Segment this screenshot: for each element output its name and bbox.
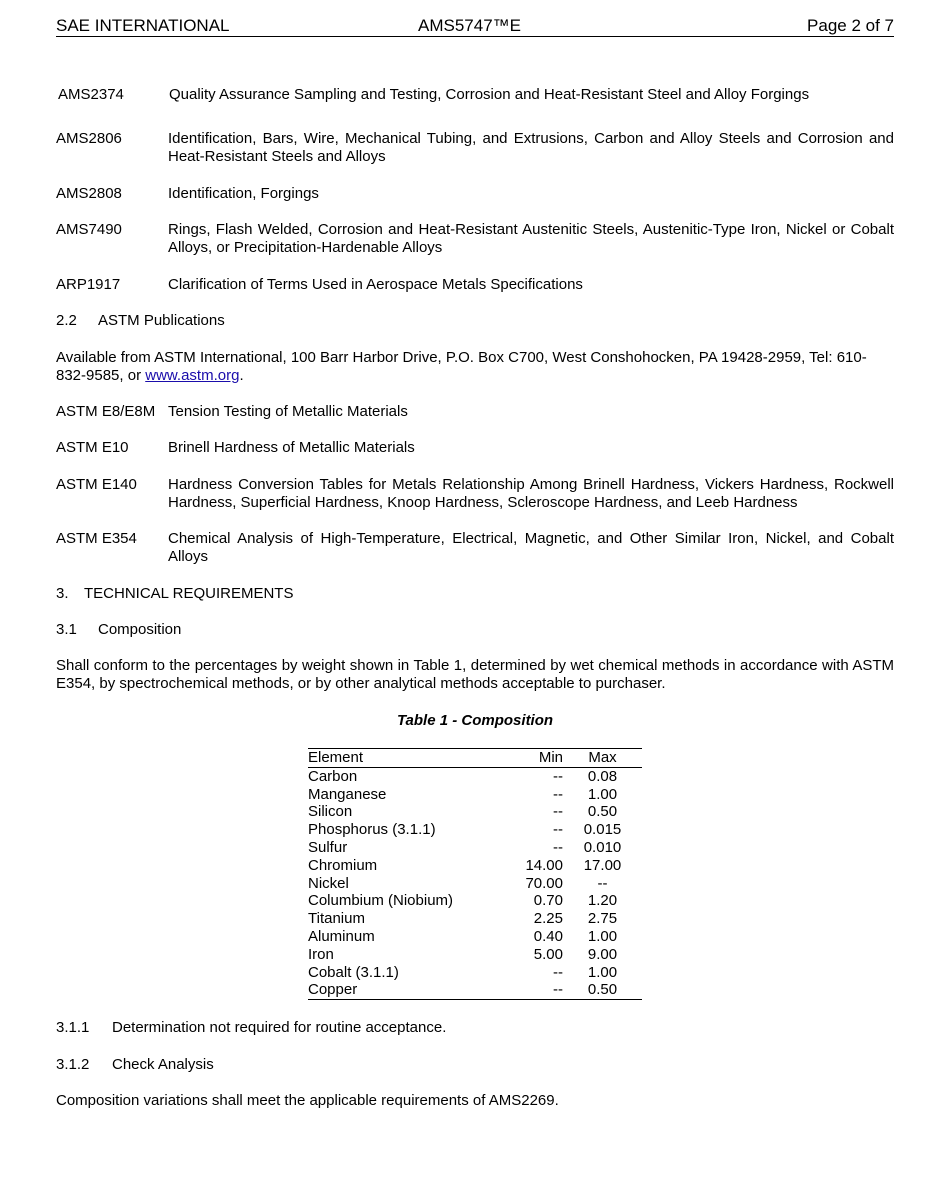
reference-title: Identification, Forgings	[168, 185, 319, 202]
table-row	[308, 910, 642, 928]
reference-entry	[56, 130, 894, 166]
reference-code: ASTM E140	[56, 476, 137, 493]
table-row	[308, 875, 642, 893]
cell-min: --	[553, 767, 563, 785]
table-caption: Table 1 - Composition	[396, 712, 554, 729]
cell-element: Manganese	[308, 785, 387, 803]
cell-element: Iron	[308, 945, 334, 963]
cell-max: 1.00	[587, 927, 618, 945]
cell-max: 1.20	[587, 892, 618, 910]
section-3-1-2-heading	[56, 1056, 894, 1074]
section-number: 3.1.1	[56, 1019, 90, 1036]
reference-title: Brinell Hardness of Metallic Materials	[168, 439, 415, 456]
body-text-suffix: .	[239, 367, 244, 384]
cell-min: 70.00	[525, 874, 563, 892]
cell-element: Cobalt (3.1.1)	[308, 963, 399, 981]
reference-entry	[56, 530, 894, 566]
cell-element: Nickel	[308, 874, 349, 892]
reference-entry	[56, 439, 894, 457]
table-row	[308, 928, 642, 946]
table-row	[308, 946, 642, 964]
cell-element: Copper	[308, 981, 358, 999]
reference-entry	[56, 276, 894, 294]
reference-title: Rings, Flash Welded, Corrosion and Heat-Resistant Austenitic Steels, Austenitic-Type Iron, Nickel or Cobalt Alloys, or Precipitation-Hardenable Alloys	[168, 221, 894, 256]
reference-code: AMS7490	[56, 221, 122, 238]
reference-code: ASTM E354	[56, 530, 137, 547]
cell-element: Silicon	[308, 803, 353, 821]
cell-max: 0.015	[583, 821, 622, 839]
cell-max: 0.50	[587, 803, 618, 821]
section-title: Check Analysis	[112, 1056, 214, 1073]
table-header-row	[308, 749, 642, 768]
reference-title: Tension Testing of Metallic Materials	[168, 403, 408, 420]
cell-min: --	[553, 821, 563, 839]
reference-code: ASTM E8/E8M	[56, 403, 156, 420]
cell-max: --	[597, 874, 608, 892]
section-2-2-body	[56, 349, 894, 385]
cell-min: 2.25	[533, 910, 563, 928]
table-row	[308, 964, 642, 982]
reference-code: AMS2806	[56, 130, 122, 147]
header-doc-id: AMS5747™E	[418, 16, 521, 35]
header-min: Min	[538, 749, 563, 766]
cell-max: 9.00	[587, 945, 618, 963]
cell-max: 0.50	[587, 981, 618, 999]
section-number: 3.1.2	[56, 1056, 90, 1073]
reference-code: AMS2808	[56, 185, 122, 202]
astm-website-link[interactable]: www.astm.org	[145, 367, 240, 384]
table-row	[308, 892, 642, 910]
cell-max: 0.010	[583, 838, 622, 856]
cell-min: --	[553, 963, 563, 981]
cell-element: Carbon	[308, 767, 358, 785]
reference-entry	[56, 403, 894, 421]
cell-element: Titanium	[308, 910, 365, 928]
table-row	[308, 767, 642, 785]
body-text: Available from ASTM International, 100 Barr Harbor Drive, P.O. Box C700, West Conshohocken, PA 19428-2959, Tel: 610-832-9585, or	[56, 349, 867, 384]
cell-max: 1.00	[587, 785, 618, 803]
section-3-1-1	[56, 1019, 894, 1037]
section-title: ASTM Publications	[98, 312, 225, 329]
header-page-number: Page 2 of 7	[807, 16, 894, 35]
reference-code: ARP1917	[56, 276, 121, 293]
section-2-2-heading	[56, 312, 894, 330]
section-3-heading	[56, 585, 894, 603]
section-3-1-2-body: Composition variations shall meet the applicable requirements of AMS2269.	[56, 1092, 559, 1109]
reference-entry	[56, 221, 894, 257]
header-max: Max	[588, 749, 617, 766]
reference-code: AMS2374	[58, 86, 124, 103]
section-number: 3.	[56, 585, 69, 602]
cell-max: 2.75	[587, 910, 618, 928]
reference-title: Quality Assurance Sampling and Testing, Corrosion and Heat-Resistant Steel and Alloy Forgings	[169, 86, 810, 103]
table-row	[308, 803, 642, 821]
cell-max: 0.08	[587, 767, 618, 785]
table-row	[308, 821, 642, 839]
table-row	[308, 857, 642, 875]
table-row	[308, 981, 642, 999]
reference-title: Chemical Analysis of High-Temperature, Electrical, Magnetic, and Other Similar Iron, Nickel, and Cobalt Alloys	[168, 530, 894, 565]
cell-min: --	[553, 838, 563, 856]
table-row	[308, 786, 642, 804]
reference-entry	[56, 476, 894, 512]
cell-min: 0.70	[533, 892, 563, 910]
cell-min: --	[553, 803, 563, 821]
cell-element: Phosphorus (3.1.1)	[308, 821, 436, 839]
cell-min: 5.00	[533, 945, 563, 963]
cell-min: --	[553, 981, 563, 999]
composition-table	[308, 748, 642, 1000]
section-3-1-heading	[56, 621, 894, 639]
cell-element: Aluminum	[308, 927, 375, 945]
cell-element: Sulfur	[308, 838, 348, 856]
section-number: 2.2	[56, 312, 77, 329]
header-element: Element	[308, 749, 364, 766]
reference-title: Clarification of Terms Used in Aerospace Metals Specifications	[168, 276, 583, 293]
reference-title: Hardness Conversion Tables for Metals Relationship Among Brinell Hardness, Vickers Hardness, Rockwell Hardness, Superficial Hardness, Knoop Hardness, Scleroscope Hardness, and Leeb Hardness	[168, 476, 894, 511]
section-title: Determination not required for routine acceptance.	[112, 1019, 447, 1036]
cell-element: Columbium (Niobium)	[308, 892, 454, 910]
reference-code: ASTM E10	[56, 439, 129, 456]
page-header	[56, 16, 894, 37]
cell-min: 14.00	[525, 856, 563, 874]
header-org: SAE INTERNATIONAL	[56, 16, 230, 35]
cell-element: Chromium	[308, 856, 378, 874]
table-row	[308, 839, 642, 857]
cell-min: --	[553, 785, 563, 803]
reference-entry	[56, 185, 894, 203]
section-number: 3.1	[56, 621, 77, 638]
cell-max: 1.00	[587, 963, 618, 981]
cell-min: 0.40	[533, 927, 563, 945]
reference-title: Identification, Bars, Wire, Mechanical Tubing, and Extrusions, Carbon and Alloy Steels and Corrosion and Heat-Resistant Steels and Alloys	[168, 130, 894, 165]
cell-max: 17.00	[583, 856, 622, 874]
section-title: TECHNICAL REQUIREMENTS	[84, 585, 294, 602]
reference-entry	[56, 86, 894, 104]
section-title: Composition	[98, 621, 182, 638]
section-3-1-body: Shall conform to the percentages by weight shown in Table 1, determined by wet chemical methods in accordance with ASTM E354, by spectrochemical methods, or by other analytical methods acceptable to purchaser.	[56, 657, 894, 692]
